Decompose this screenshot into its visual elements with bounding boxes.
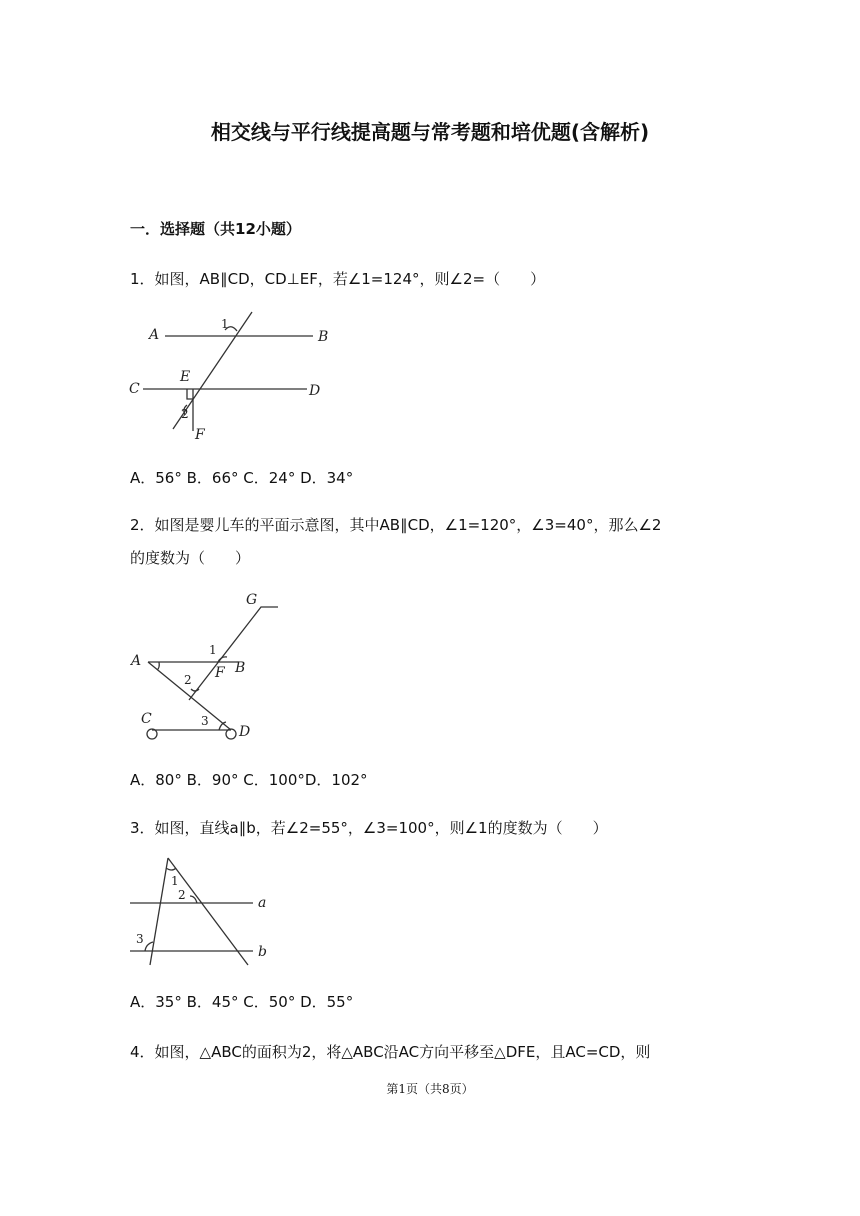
right-angle-mark — [187, 389, 193, 399]
angle-1-label: 1 — [209, 643, 217, 657]
label-f: F — [195, 427, 205, 443]
label-a: A — [131, 653, 142, 669]
label-g: G — [246, 592, 258, 608]
label-b: B — [235, 660, 246, 676]
angle-2-arc — [190, 896, 197, 903]
angle-1-label: 1 — [171, 874, 179, 888]
question-2-stem-line2: 的度数为（ ） — [130, 549, 251, 567]
angle-2-label: 2 — [181, 407, 189, 421]
page-footer: 第1页（共8页） — [386, 1082, 474, 1096]
label-b: B — [318, 329, 329, 345]
angle-2-arc — [191, 689, 199, 691]
label-f: F — [215, 665, 225, 681]
question-3-options: A．35° B．45° C．50° D．55° — [130, 993, 354, 1011]
angle-3-label: 3 — [201, 714, 209, 728]
label-a: A — [149, 327, 160, 343]
document-title: 相交线与平行线提高题与常考题和培优题(含解析) — [210, 120, 650, 144]
angle-1-arc — [166, 868, 176, 870]
question-3-figure — [125, 852, 285, 972]
angle-1-label: 1 — [221, 317, 229, 331]
label-d: D — [239, 724, 251, 740]
label-c: C — [129, 381, 140, 397]
angle-a-arc — [157, 662, 159, 670]
angle-2-label: 2 — [184, 673, 192, 687]
section-heading: 一．选择题（共12小题） — [130, 220, 301, 238]
handle-gf — [189, 607, 278, 700]
label-e: E — [180, 369, 191, 385]
question-2-figure — [125, 590, 305, 750]
left-line — [150, 858, 168, 965]
label-b: b — [258, 944, 267, 960]
label-c: C — [141, 711, 152, 727]
label-a: a — [258, 895, 267, 911]
angle-3-arc — [145, 942, 153, 951]
angle-3-label: 3 — [136, 932, 144, 946]
right-line — [168, 858, 248, 965]
question-2-stem-line1: 2．如图是婴儿车的平面示意图，其中AB∥CD，∠1=120°，∠3=40°，那么∠2 — [130, 516, 662, 534]
angle-2-label: 2 — [178, 888, 186, 902]
question-2-options: A．80° B．90° C．100°D．102° — [130, 771, 368, 789]
label-d: D — [309, 383, 321, 399]
question-1-options: A．56° B．66° C．24° D．34° — [130, 469, 354, 487]
question-4-stem: 4．如图，△ABC的面积为2，将△ABC沿AC方向平移至△DFE，且AC=CD，则 — [130, 1043, 651, 1061]
question-3-stem: 3．如图，直线a∥b，若∠2=55°，∠3=100°，则∠1的度数为（ ） — [130, 819, 608, 837]
angle-3-arc — [219, 722, 226, 730]
question-1-stem: 1．如图，AB∥CD，CD⊥EF，若∠1=124°，则∠2=（ ） — [130, 270, 546, 288]
question-1-figure — [125, 305, 365, 445]
